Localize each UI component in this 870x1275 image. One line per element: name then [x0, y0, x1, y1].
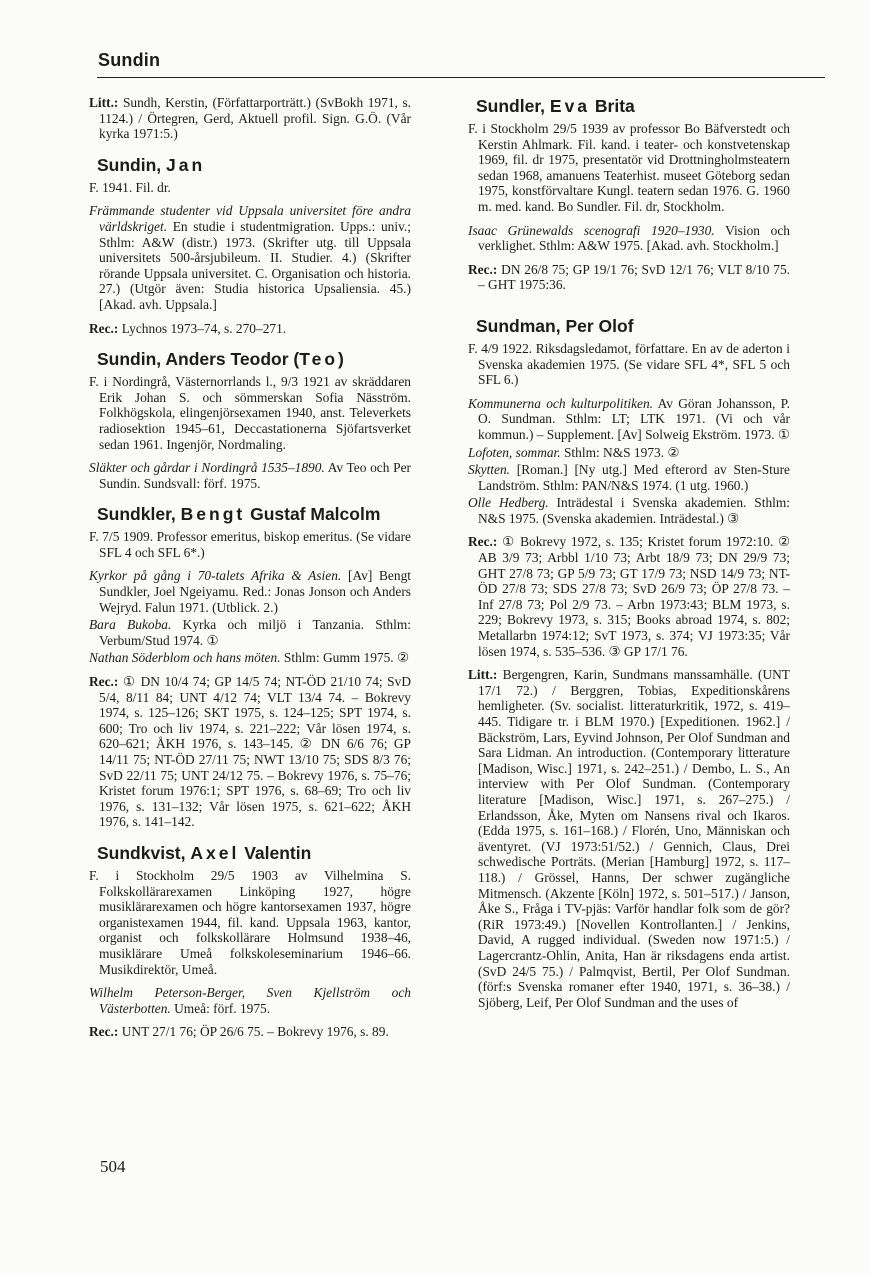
entry-sundin-jan	[89, 154, 411, 336]
page-number: 504	[100, 1157, 126, 1176]
work-item: Bara Bukoba. Kyrka och miljö i Tanzania. Sthlm: Verbum/Stud 1974. ①	[89, 617, 411, 648]
work-item: Olle Hedberg. Inträdestal i Svenska akademien. Sthlm: N&S 1975. (Svenska akademien. Inträdestal.) ③	[468, 495, 791, 526]
right-column	[468, 95, 790, 1018]
entry-bio: F. 7/5 1909. Professor emeritus, biskop emeritus. (Se vidare SFL 4 och SFL 6*.)	[89, 529, 411, 560]
work-item: Kommunerna och kulturpolitiken. Av Göran Johansson, P. O. Sundman. Sthlm: LT; LTK 1971. (Vi och vår kommun.) – Supplement. [Av] Solweig Ekström. 1973. ①	[468, 395, 790, 442]
reviews: Rec.: Lychnos 1973–74, s. 270–271.	[89, 320, 287, 336]
entry-title: Sundin, Jan	[97, 154, 206, 175]
litt-text: Sundh, Kerstin, (Författarporträtt.) (SvBokh 1971, s. 1124.) / Örtegren, Gerd, Aktuell profil. Sign. G.Ö. (Vår kyrka 1971:5.)	[99, 95, 411, 142]
work-title: Släkter och gårdar i Nordingrå 1535–1890.	[89, 460, 325, 476]
work-item: Nathan Söderblom och hans möten. Sthlm: Gumm 1975. ②	[89, 650, 410, 666]
entry-sundler	[468, 95, 790, 293]
work-item: Isaac Grünewalds scenografi 1920–1930. Vision och verklighet. Sthlm: A&W 1975. [Akad. avh. Stockholm.]	[468, 222, 790, 254]
entry-bio: F. i Stockholm 29/5 1939 av professor Bo Bäfverstedt och Kerstin Ahlmark. Fil. kand. i teater- och konstvetenskap 1969, fil. dr 1975, presentatör vid Drottningholmsteatern sedan 1968, amanuens Teaterhist. museet Göteborg sedan 1975, konstförvaltare Kungl. teatern sedan 1976. G. 1960 m. med. kand. Bo Sundler. Fil. dr, Stockholm.	[468, 121, 790, 214]
work-item: Skytten. [Roman.] [Ny utg.] Med efterord av Sten-Sture Landström. Sthlm: PAN/N&S 1974. (1 utg. 1960.)	[468, 462, 790, 493]
entry-title: Sundler, Eva Brita	[476, 96, 635, 116]
work-title: Kommunerna och kulturpolitiken.	[468, 395, 654, 411]
litt-paragraph	[89, 95, 411, 142]
work-title: Främmande studenter vid Uppsala universitet före andra världskriget.	[89, 203, 411, 234]
entry-bio: F. i Nordingrå, Västernorrlands l., 9/3 1921 av skräddaren Erik Johan S. och sömmerskan Sofia Näsström. Folkhögskola, elingenjörsexamen 1940, anst. Televerkets radiosektion 1945–61, Deccastationerna Sjöfartsverket sedan 1961. Ingenjör, Nordmaling.	[89, 374, 411, 452]
litt-label: Litt.:	[89, 95, 119, 110]
work-title: Bara Bukoba.	[89, 617, 172, 633]
literature: Litt.: Bergengren, Karin, Sundmans manssamhälle. (UNT 17/1 72.) / Berggren, Tobias, Expeditionskårens hemligheter. (Sv. socialist. litteraturkritik, 1972, s. 419–445. Tidigare tr. i BLM 1970.) [Expeditionen. 1962.] / Bäckström, Lars, Eyvind Johnson, Per Olof Sundman and Sara Lidman. An introduction. (Contemporary litterature [Madison, Wisc.] 1971, s. 242–251.) / Dembo, L. S., An interview with Per Olof Sundman. (Contemporary literature [Madison, Wisc.] 1971, s. 267–275.) / Erlandsson, Åke, Myten om Nansens rival och Ikaros. (Edda 1975, s. 161–168.) / Florén, Uno, Människan och äventyret. (VJ 1973:51/52.) / Gennich, Claus, Drei schwedische Porträts. (Merian [Hamburg] 1972, s. 117–118.) / Grössel, Hanns, Der schwer zugängliche Mitmensch. (Akzente [Köln] 1972, s. 501–517.) / Janson, Åke S., Fråga i TV-pjäs: Varför handlar folk som de gör? (RiR 1973:49.) [Novellen Kontrollanten.] / Jenkins, David, A rugged individual. (Sweden now 1971:5.) / Lagercrantz-Ohlin, Anita, Han är riksdagens enda artist. (SvD 24/5 75.) / Palmqvist, Bertil, Per Olof Sundman. (förf:s Svenska romaner efter 1940, 1971, s. 36–38.) / Sjöberg, Leif, Per Olof Sundman and the uses of	[468, 667, 790, 1010]
reviews: Rec.: ① Bokrevy 1972, s. 135; Kristet forum 1972:10. ② AB 3/9 73; Arbbl 1/10 73; Arbt 18/9 73; DN 29/9 73; GHT 27/8 73; GP 5/9 73; GT 17/9 73; NSD 14/9 73; NT-ÖD 27/8 73; SDS 27/8 73; SvD 26/9 73; ÖP 27/8 73. – Inf 27/8 73; Pol 2/9 73. – Arbn 1973:43; BLM 1973, s. 229; Bokrevy 1973, s. 315; Books abroad 1974, s. 802; Metallarbn 1974:12; SvT 1973, s. 374; VJ 1973:35; Vår lösen 1974, s. 535–536. ③ GP 17/1 76.	[468, 534, 790, 659]
work-title: Isaac Grünewalds scenografi 1920–1930.	[468, 222, 715, 238]
work-title: Lofoten, sommar.	[468, 444, 561, 460]
entry-bio: F. 1941. Fil. dr.	[89, 179, 171, 195]
entry-sundkler	[89, 503, 411, 830]
work-title: Nathan Söderblom och hans möten.	[89, 650, 281, 666]
header-rule	[97, 77, 825, 78]
reviews: Rec.: ① DN 10/4 74; GP 14/5 74; NT-ÖD 21/10 74; SvD 5/4, 8/11 84; UNT 4/12 74; VLT 13/4 74. – Bokrevy 1974, s. 125–126; SKT 1975, s. 124–125; SPT 1974, s. 600; Tro och liv 1974, s. 221–222; Vår lösen 1974, s. 620–621; ÅKH 1976, s. 143–145. ② DN 6/6 76; GP 14/11 75; NT-ÖD 27/11 75; NWT 13/10 75; SDS 8/3 76; SvD 22/11 75; UNT 24/12 75. – Bokrevy 1976, s. 75–76; Kristet forum 1976:1; SPT 1976, s. 68–69; Tro och liv 1976, s. 131–132; Vår lösen 1975, s. 621–622; ÅKH 1976, s. 141–142.	[89, 674, 411, 830]
left-column	[89, 95, 411, 1048]
work-item: Kyrkor på gång i 70-talets Afrika & Asien. [Av] Bengt Sundkler, Joel Ngeiyamu. Red.: Jonas Jonson och Anders Wejryd. Falun 1971. (Utblick. 2.)	[89, 568, 411, 615]
entry-bio: F. 4/9 1922. Riksdagsledamot, författare. En av de aderton i Svenska akademien 1975. (Se vidare SFL 4*, SFL 5 och SFL 6.)	[468, 340, 790, 388]
work-title: Olle Hedberg.	[468, 495, 549, 511]
entry-sundman	[468, 315, 790, 1010]
work-title: Skytten.	[468, 462, 511, 478]
work-item: Släkter och gårdar i Nordingrå 1535–1890. Av Teo och Per Sundin. Sundsvall: förf. 1975.	[89, 460, 411, 491]
work-item: Lofoten, sommar. Sthlm: N&S 1973. ②	[468, 444, 680, 460]
work-item: Främmande studenter vid Uppsala universitet före andra världskriget. En studie i studentmigration. Upps.: univ.; Sthlm: A&W (distr.) 1973. (Skrifter utg. till Uppsala universitets 500-årsjubileum. II. Studier. 4.) (Skrifter rörande Uppsala universitet. C. Organisation och historia. 27.) (Utgör även: Studia historica Upsaliensia. 45.) [Akad. avh. Uppsala.]	[89, 203, 411, 312]
reviews: Rec.: DN 26/8 75; GP 19/1 76; SvD 12/1 76; VLT 8/10 75. – GHT 1975:36.	[468, 261, 790, 293]
entry-title: Sundman, Per Olof	[476, 315, 634, 336]
entry-title: Sundkvist, Axel Valentin	[97, 842, 312, 863]
reviews: Rec.: UNT 27/1 76; ÖP 26/6 75. – Bokrevy 1976, s. 89.	[89, 1024, 389, 1040]
entry-sundin-anders	[89, 348, 411, 491]
entry-bio: F. i Stockholm 29/5 1903 av Vilhelmina S. Folkskollärarexamen Linköping 1927, högre musiklärarexamen och högre kantorsexamen 1937, högre organistexamen 1944, fil. kand. Uppsala 1963, kantor, organist och folkskollärare Holmsund 1938–46, musiklärare Umeå folkskoleseminarium 1946–66. Musikdirektör, Umeå.	[89, 867, 411, 977]
entry-title: Sundkler, Bengt Gustaf Malcolm	[97, 504, 381, 525]
work-title: Wilhelm Peterson-Berger, Sven Kjellström och Västerbotten.	[89, 985, 411, 1016]
work-item: Wilhelm Peterson-Berger, Sven Kjellström och Västerbotten. Umeå: förf. 1975.	[89, 985, 411, 1016]
running-header: Sundin	[98, 50, 161, 70]
work-title: Kyrkor på gång i 70-talets Afrika & Asien.	[89, 568, 342, 584]
entry-title: Sundin, Anders Teodor (Teo)	[97, 349, 344, 370]
entry-sundkvist	[89, 842, 411, 1040]
